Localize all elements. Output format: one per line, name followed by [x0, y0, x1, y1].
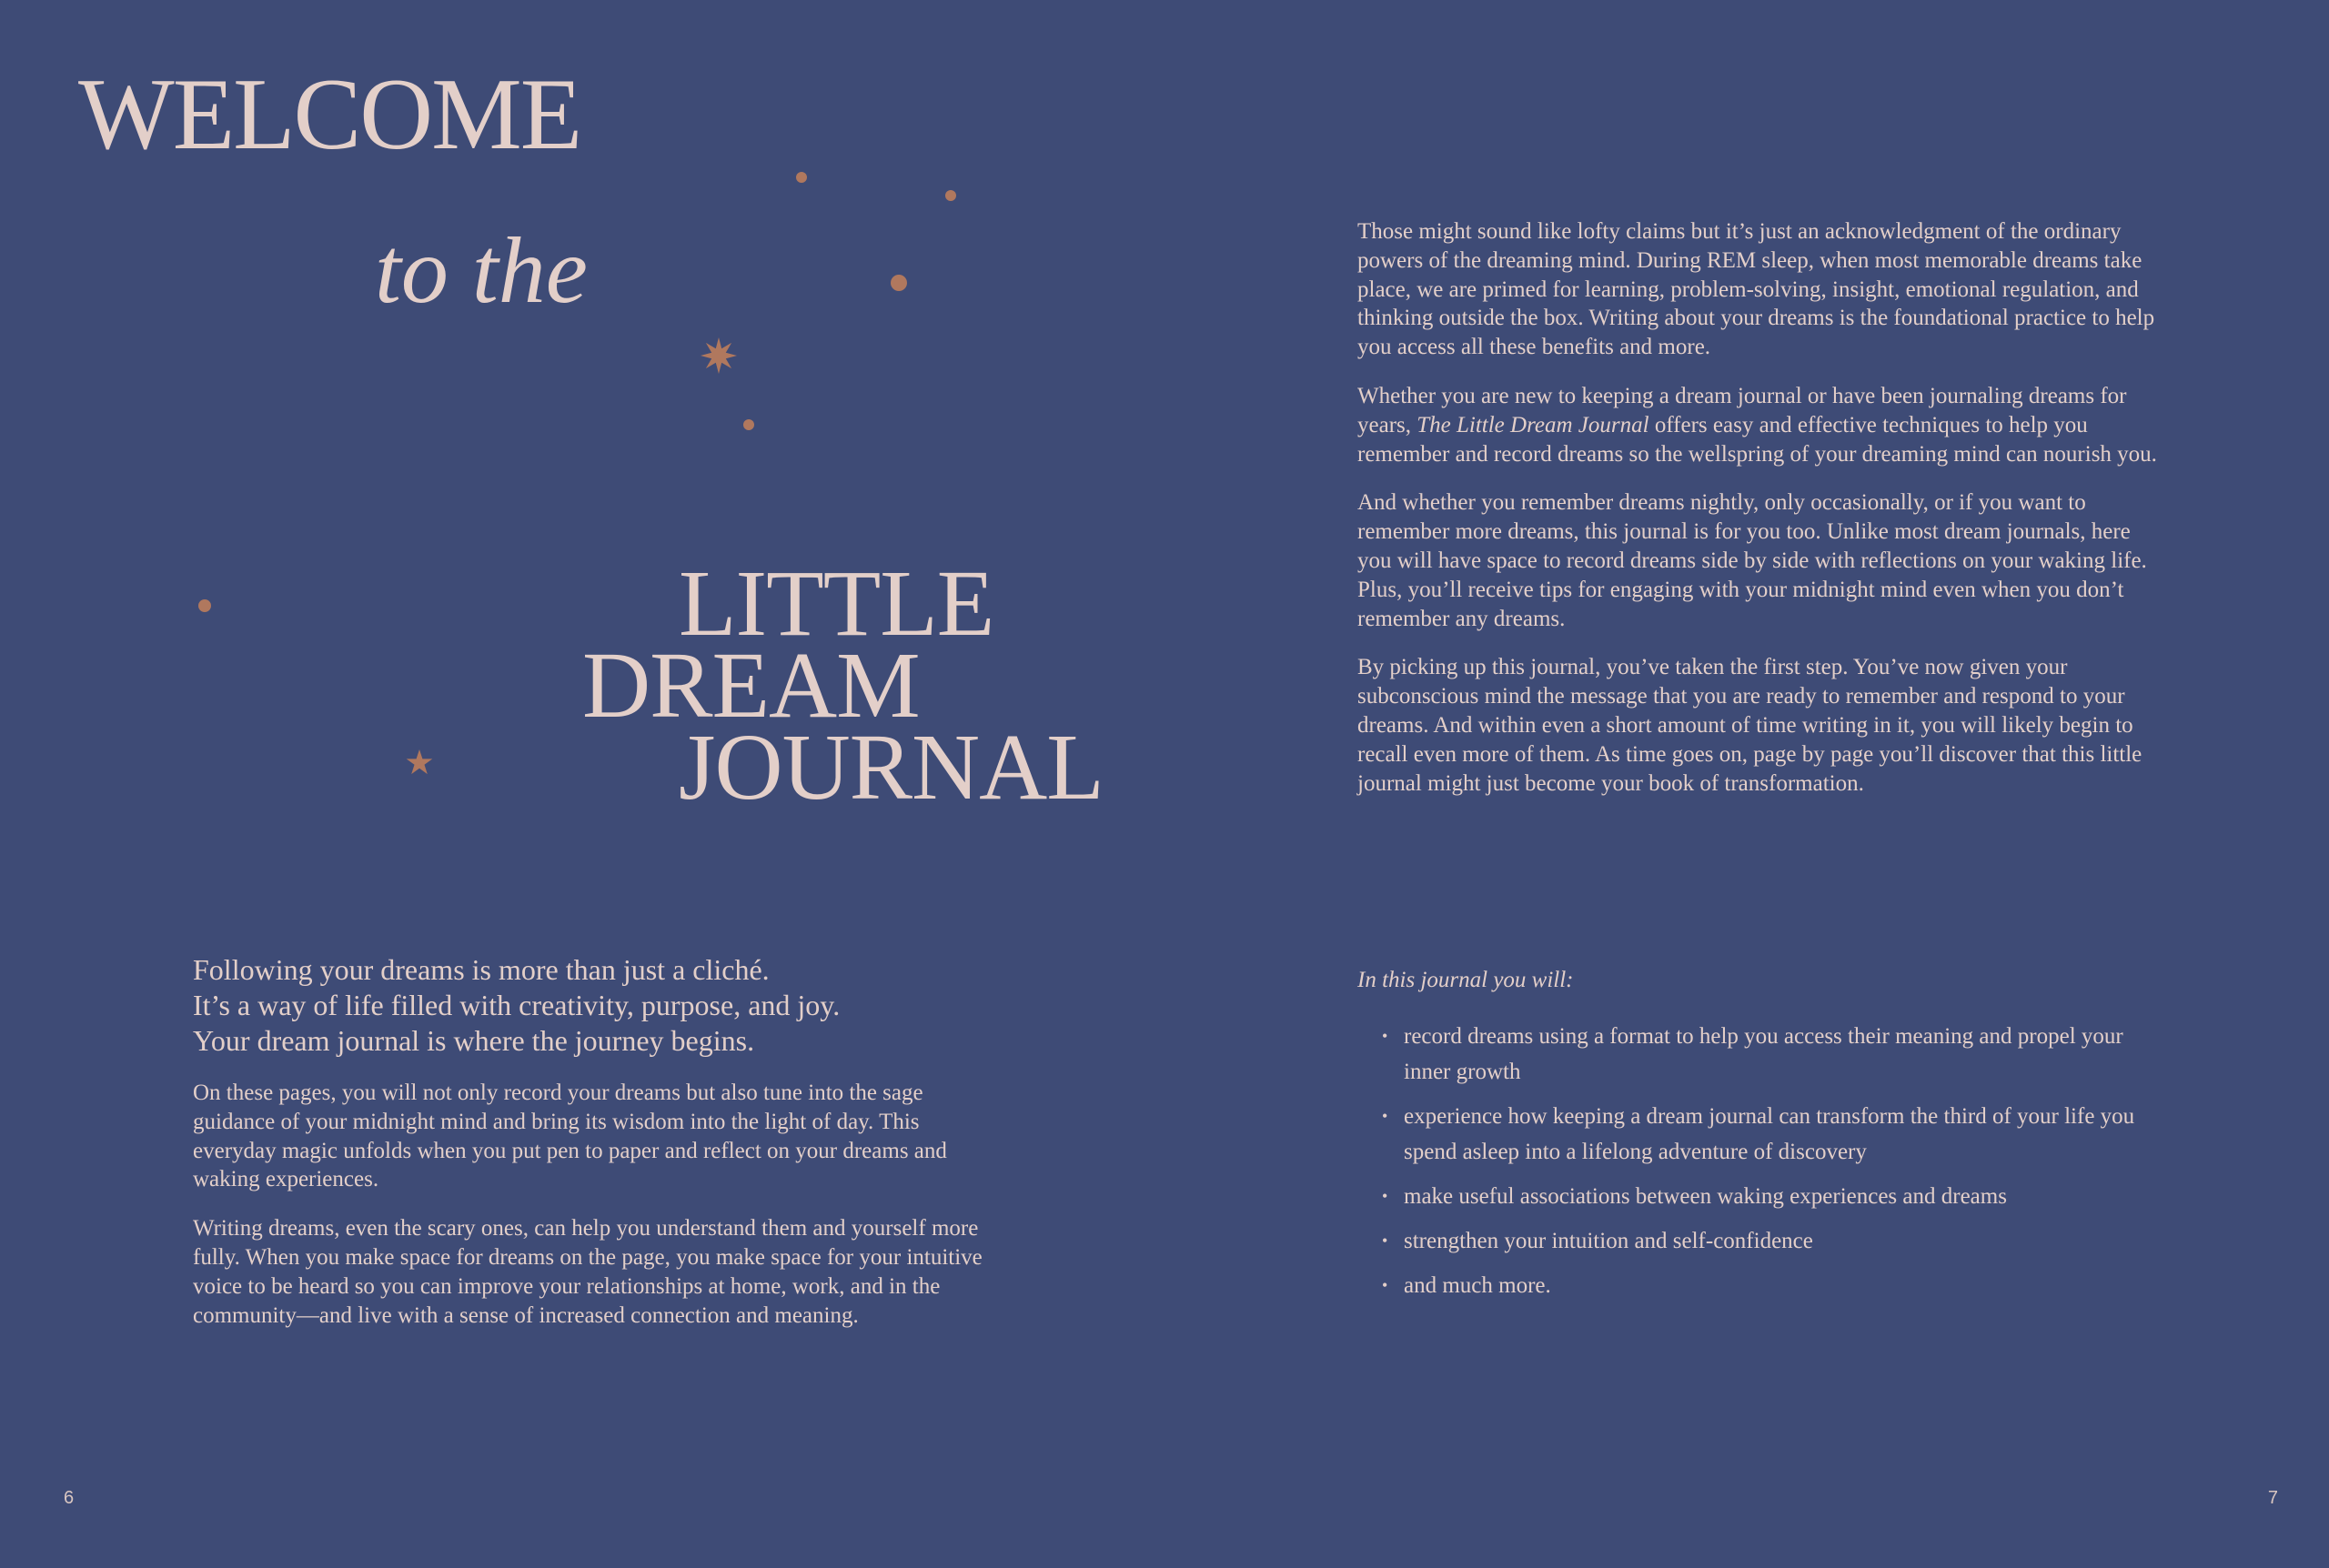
- body-paragraph: And whether you remember dreams nightly, only occasionally, or if you want to remember more dreams, this journal is for you too. Unlike most dream journals, here you will have space to record dreams side by side with reflections on your waking life. Plus, you’ll receive tips for engaging with your midnight mind even when you don’t remember any dreams.: [1357, 490, 2147, 631]
- list-item: [1357, 1268, 2158, 1303]
- list-item: [1357, 1019, 2158, 1090]
- lead-line: Your dream journal is where the journey begins.: [193, 1024, 755, 1057]
- benefits-list: [1357, 1019, 2158, 1312]
- list-item-text: strengthen your intuition and self-confidence: [1404, 1229, 1813, 1253]
- list-item: [1357, 1223, 2158, 1259]
- star-icon: [407, 749, 433, 774]
- body-paragraph: Writing dreams, even the scary ones, can help you understand them and yourself more fully. When you make space for dreams on the page, you make space for your intuitive voice to be heard so you can improve your relationships at home, work, and in the community—and live with a sense of increased connection and meaning.: [193, 1216, 983, 1328]
- title-line-dream: DREAM: [582, 633, 920, 738]
- paragraph-text: offers easy and effective techniques to help you remember and record dreams so the wellspring of your dreaming mind can nourish you.: [1357, 412, 2157, 467]
- bullet-icon: •: [1382, 1276, 1388, 1294]
- body-paragraph: Those might sound like lofty claims but it’s just an acknowledgment of the ordinary powers of the dreaming mind. During REM sleep, when most memorable dreams take place, we are primed for learning, problem-solving, insight, emotional regulation, and thinking outside the box. Writing about your dreams is the foundational practice to help you access all these benefits and more.: [1357, 219, 2155, 360]
- title-line-little: LITTLE: [679, 551, 994, 656]
- title-line-journal: JOURNAL: [679, 715, 1104, 819]
- left-body-text: [193, 1079, 993, 1350]
- bullet-icon: •: [1382, 1231, 1388, 1250]
- dot-icon: [891, 275, 907, 291]
- list-intro: In this journal you will:: [1357, 968, 1574, 992]
- paragraph-text: Whether you are new to keeping a dream journal or have been journaling dreams for years,: [1357, 383, 2127, 437]
- heading-welcome: WELCOME: [78, 58, 581, 171]
- bullet-icon: •: [1382, 1187, 1388, 1205]
- list-item-text: make useful associations between waking experiences and dreams: [1404, 1184, 2007, 1209]
- bullet-icon: •: [1382, 1027, 1388, 1045]
- book-title-italic: The Little Dream Journal: [1417, 412, 1649, 437]
- star-icon: [701, 337, 737, 374]
- right-page: [1164, 0, 2329, 1568]
- dot-icon: [743, 419, 754, 430]
- page-number-right: 7: [2267, 1488, 2278, 1508]
- bullet-icon: •: [1382, 1107, 1388, 1125]
- dot-icon: [796, 172, 807, 183]
- page-number-left: 6: [64, 1488, 75, 1508]
- lead-paragraph: [193, 952, 1012, 1059]
- book-title: [582, 551, 1128, 819]
- dot-icon: [198, 599, 211, 612]
- left-page: [0, 0, 1164, 1568]
- list-item: [1357, 1099, 2158, 1170]
- heading-to-the: to the: [375, 218, 588, 323]
- body-paragraph: On these pages, you will not only record your dreams but also tune into the sage guidance of your midnight mind and bring its wisdom into the light of day. This everyday magic unfolds when you put pen to paper and reflect on your dreams and waking experiences.: [193, 1081, 947, 1192]
- list-item-text: experience how keeping a dream journal can transform the third of your life you spend asleep into a lifelong adventure of discovery: [1404, 1104, 2135, 1164]
- body-paragraph: By picking up this journal, you’ve taken the first step. You’ve now given your subconscious mind the message that you are ready to remember and respond to your dreams. And within even a short amount of time writing in it, you will likely begin to recall even more of them. As time goes on, page by page you’ll discover that this little journal might just become your book of transformation.: [1357, 655, 2142, 796]
- right-body-text: [1357, 217, 2158, 818]
- list-item-text: record dreams using a format to help you access their meaning and propel your inner growth: [1404, 1024, 2123, 1084]
- list-item: [1357, 1179, 2158, 1214]
- lead-line: It’s a way of life filled with creativity, purpose, and joy.: [193, 989, 841, 1021]
- dot-icon: [945, 190, 956, 201]
- list-item-text: and much more.: [1404, 1273, 1551, 1298]
- body-paragraph: [1357, 382, 2158, 468]
- lead-line: Following your dreams is more than just a cliché.: [193, 953, 770, 986]
